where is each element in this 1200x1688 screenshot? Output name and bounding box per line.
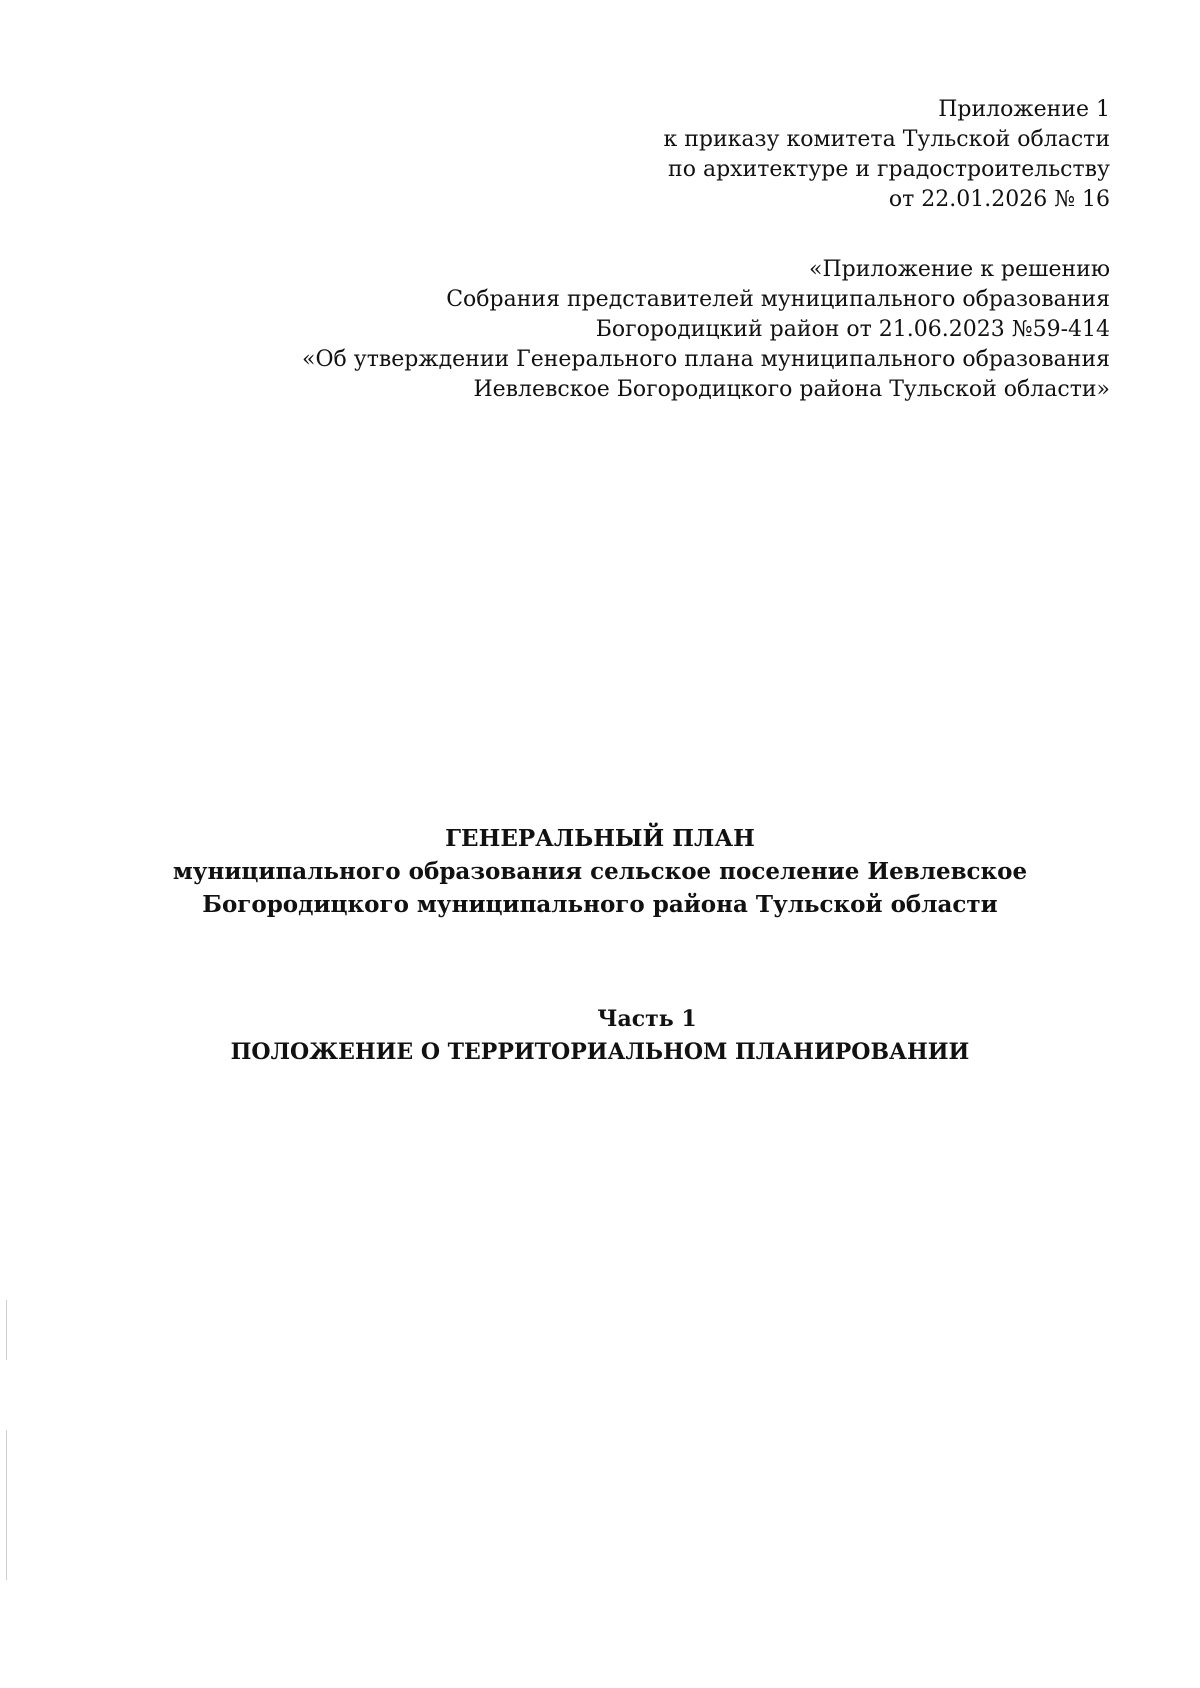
annex-order-line: Приложение 1 (938, 97, 1110, 122)
title-line-2: муниципального образования сельское поселение Иевлевское (172, 858, 1028, 885)
part-name: ПОЛОЖЕНИЕ О ТЕРРИТОРИАЛЬНОМ ПЛАНИРОВАНИИ (230, 1039, 970, 1065)
annex-decision-line: «Приложение к решению (808, 257, 1110, 282)
annex-order-line: от 22.01.2026 № 16 (888, 187, 1110, 212)
annex-order-reference (664, 95, 1110, 215)
part-number: Часть 1 (597, 1006, 697, 1032)
scan-edge-mark (6, 1430, 7, 1580)
annex-decision-line: Иевлевское Богородицкого района Тульской области» (473, 377, 1110, 402)
title-line-3: Богородицкого муниципального района Тульской области (202, 891, 998, 918)
title-main: ГЕНЕРАЛЬНЫЙ ПЛАН (445, 825, 755, 852)
annex-order-line: по архитектуре и градостроительству (668, 157, 1110, 182)
annex-decision-reference (302, 255, 1110, 405)
annex-decision-line: Богородицкий район от 21.06.2023 №59-414 (595, 317, 1110, 342)
part-heading (0, 1003, 1200, 1069)
annex-decision-line: Собрания представителей муниципального образования (446, 287, 1110, 312)
annex-decision-line: «Об утверждении Генерального плана муниципального образования (302, 347, 1110, 372)
scan-edge-mark (6, 1300, 7, 1360)
annex-order-line: к приказу комитета Тульской области (663, 127, 1110, 152)
document-title (0, 822, 1200, 921)
